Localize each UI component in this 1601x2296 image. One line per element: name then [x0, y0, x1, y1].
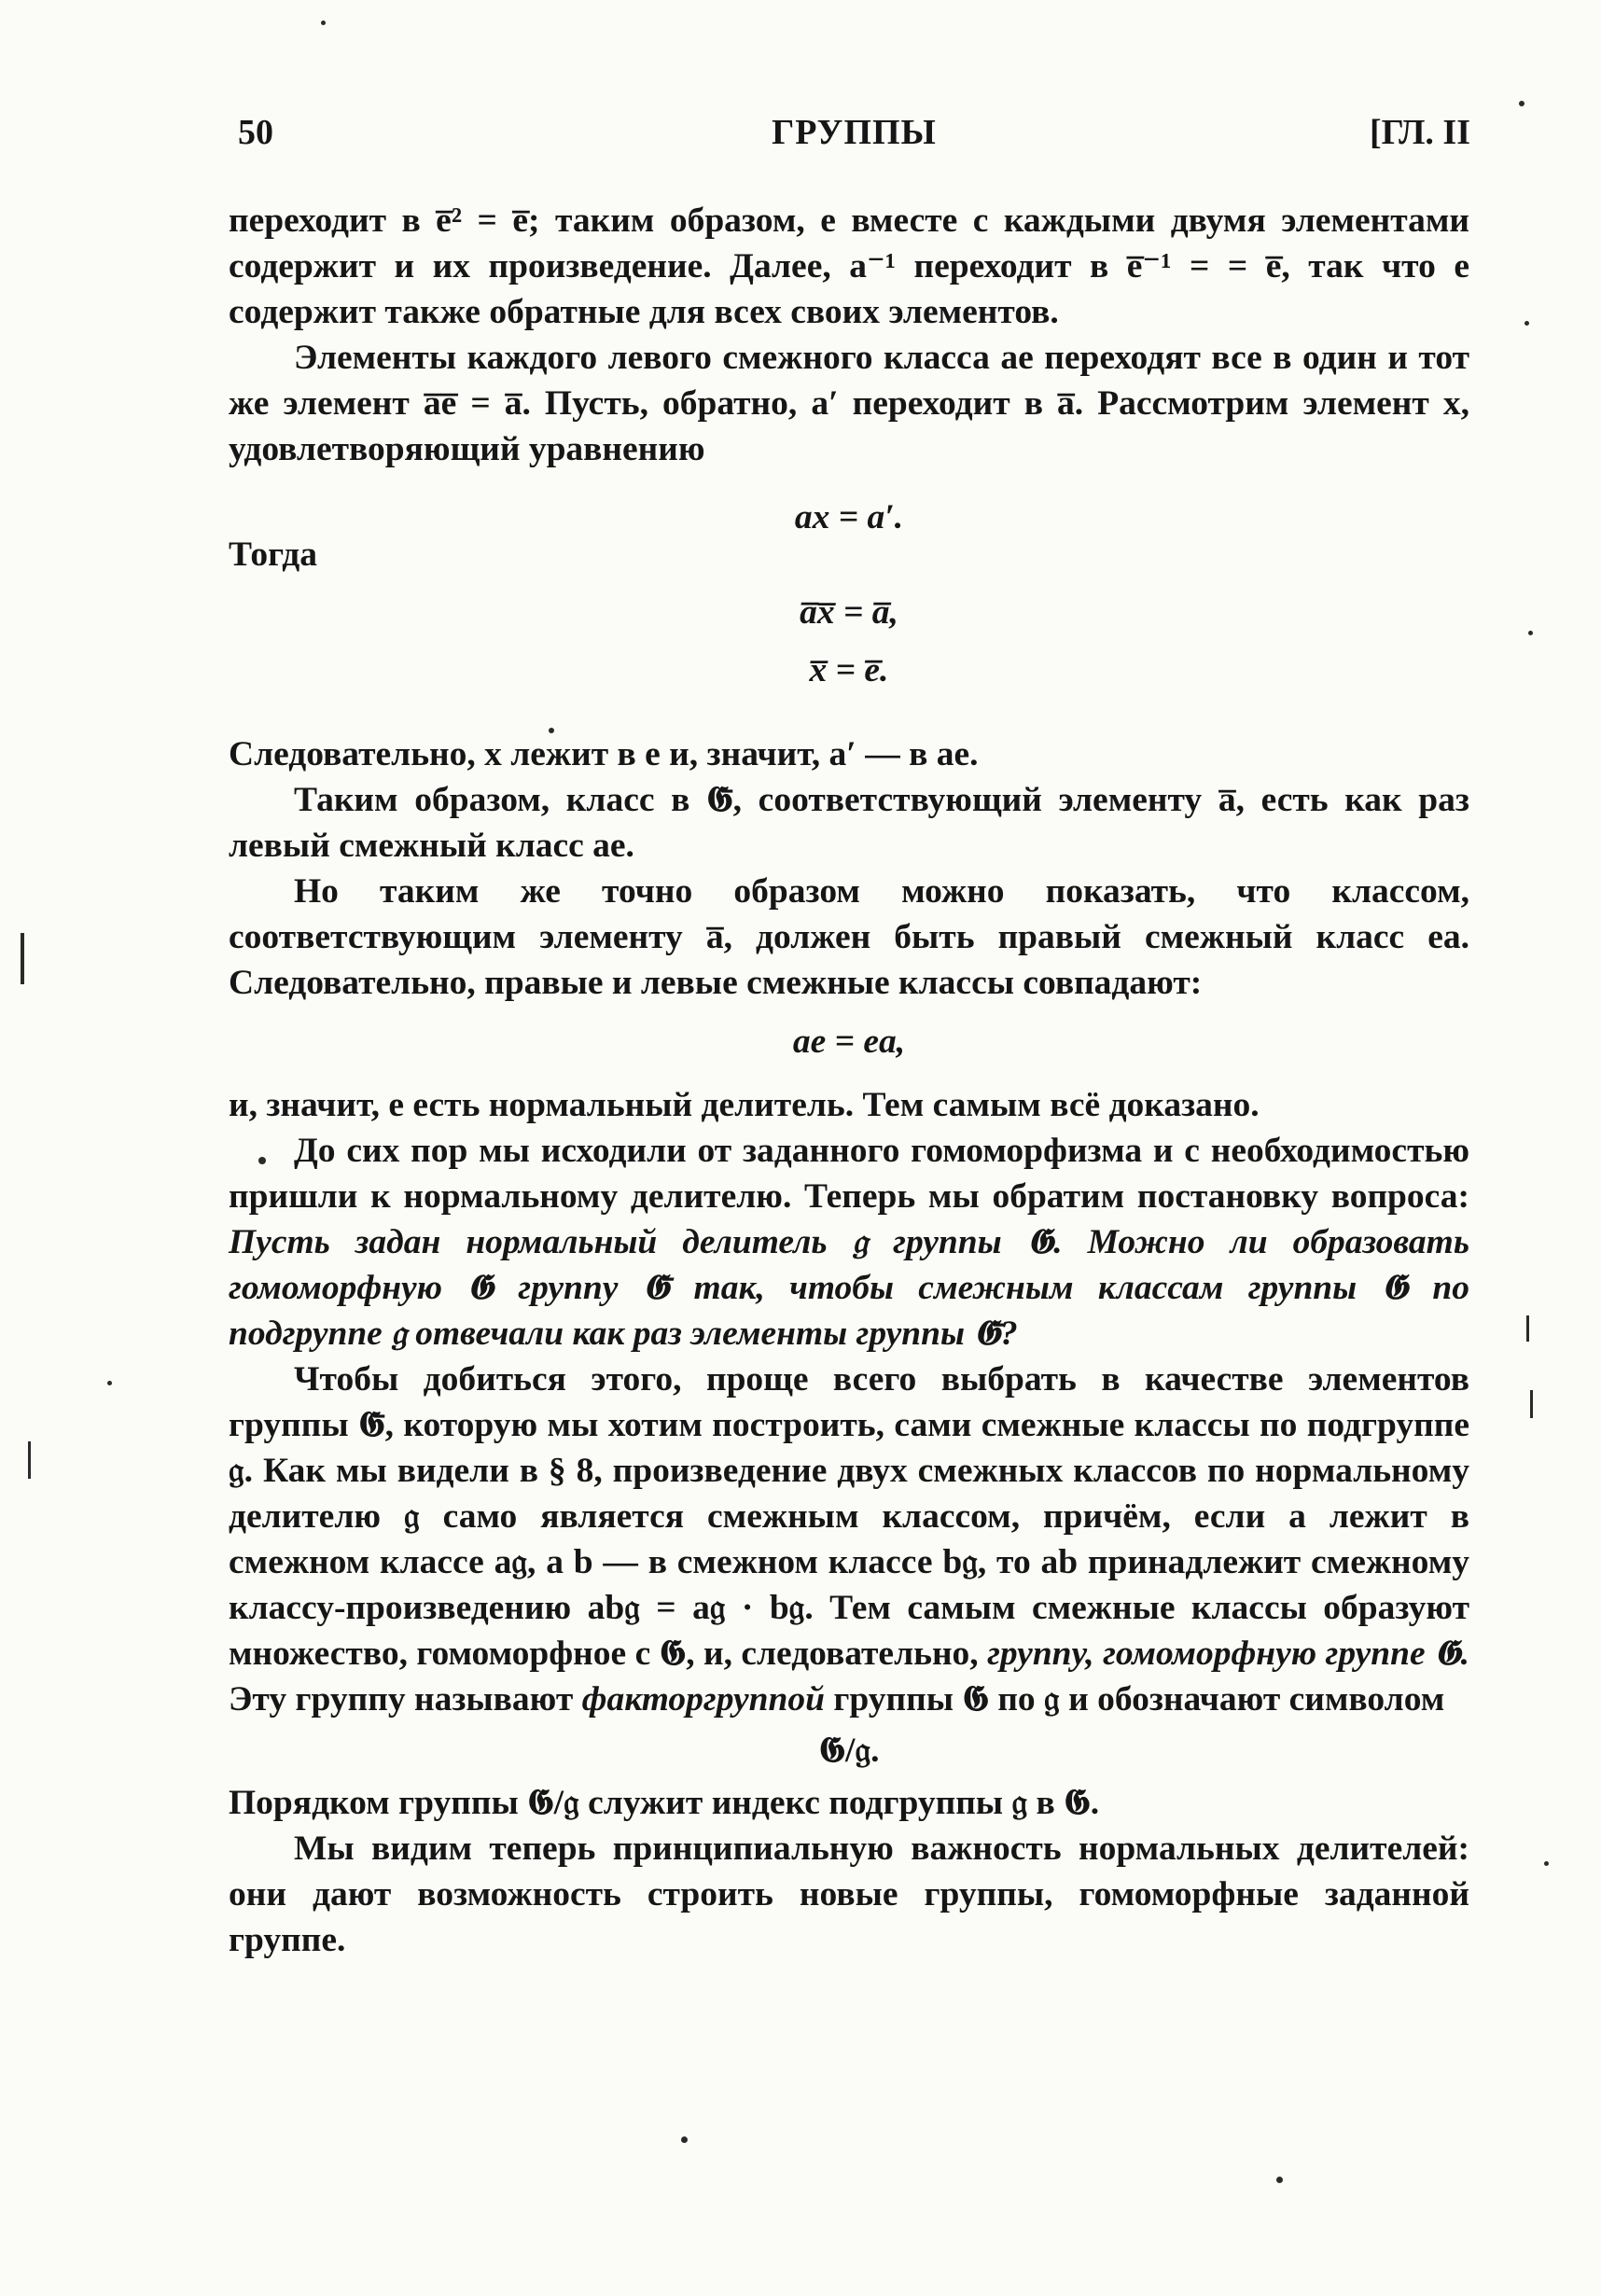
paragraph-3: Следовательно, x лежит в e и, значит, a′ — в ae. [229, 735, 979, 773]
scan-speck [1528, 631, 1533, 635]
body-text [229, 198, 1469, 1963]
margin-mark [1526, 1315, 1529, 1342]
scan-speck [321, 21, 326, 25]
scan-speck [549, 728, 554, 733]
paragraph-8-part-b: Эту группу называют [229, 1680, 574, 1719]
page-number: 50 [238, 113, 273, 152]
equation-5: 𝕲/𝔤. [818, 1732, 880, 1770]
equation-3-row [229, 647, 1469, 694]
scan-speck [1524, 321, 1529, 326]
scan-speck [258, 1157, 266, 1164]
page-header [238, 112, 1470, 168]
paragraph-4: Таким образом, класс в 𝕲̄, соответствующий элементу a̅, есть как раз левый смежный класс ae. [229, 781, 1469, 865]
paragraph-5: Но таким же точно образом можно показать, что классом, соответствующим элементу a̅, должен быть правый смежный класс ea. Следовательно, правые и левые смежные классы совпадают: [229, 872, 1469, 1002]
paragraph-7-regular: До сих пор мы исходили от заданного гомоморфизма и с необходимостью пришли к нормальному делителю. Теперь мы обратим постановку вопроса: [229, 1132, 1469, 1216]
paragraph-8-italic-1: группу, гомоморфную группе 𝕲. [987, 1635, 1469, 1673]
scan-speck [1519, 101, 1524, 106]
scan-speck [1544, 1861, 1549, 1866]
paragraph-7-italic: Пусть задан нормальный делитель 𝔤 группы 𝕲. Можно ли образовать гомоморфную 𝕲 группу 𝕲̄ так, чтобы смежным классам группы 𝕲 по подгруппе 𝔤 отвечали как раз элементы группы 𝕲̄? [229, 1223, 1469, 1353]
paragraph-8-part-a: Чтобы добиться этого, проще всего выбрать в качестве элементов группы 𝕲̄, которую мы хотим построить, сами смежные классы по подгруппе 𝔤. Как мы видели в § 8, произведение двух смежных классов по нормальному делителю 𝔤 само является смежным классом, причём, если a лежит в смежном классе a𝔤, а b — в смежном классе b𝔤, то ab принадлежит смежному классу-произведению ab𝔤 = a𝔤 · b𝔤. Тем самым смежные классы образуют множество, гомоморфное с 𝕲, и, следовательно, [229, 1360, 1469, 1673]
paragraph-2: Элементы каждого левого смежного класса ae переходят все в один и тот же элемент a̅e̅ = a̅. Пусть, обратно, a′ переходит в a̅. Рассмотрим элемент x, удовлетворяющий уравнению [229, 339, 1469, 468]
equation-3: x̅ = e̅. [809, 651, 889, 689]
equation-4-row [229, 1019, 1469, 1065]
margin-mark [28, 1441, 31, 1479]
equation-2: a̅x̅ = a̅, [800, 593, 898, 632]
equation-1: ax = a′. [794, 498, 904, 536]
running-title: ГРУППЫ [772, 113, 937, 152]
chapter-label: [ГЛ. II [1370, 113, 1470, 152]
equation-4: ae = ea, [792, 1023, 906, 1061]
paragraph-8-italic-2: факторгруппой [581, 1680, 825, 1719]
paragraph-8 [229, 1357, 1469, 1722]
scan-speck [681, 2136, 688, 2143]
scan-speck [1276, 2177, 1283, 2183]
equation-5-row [229, 1728, 1469, 1774]
paragraph-9: Порядком группы 𝕲/𝔤 служит индекс подгруппы 𝔤 в 𝕲. [229, 1784, 1100, 1822]
equation-2-row [229, 590, 1469, 636]
margin-mark [1530, 1390, 1533, 1418]
margin-mark [21, 933, 24, 984]
paragraph-8-part-c: группы 𝕲 по 𝔤 и обозначают символом [833, 1680, 1445, 1719]
then-row [229, 532, 1469, 578]
paragraph-10: Мы видим теперь принципиальную важность нормальных делителей: они дают возможность строить новые группы, гомоморфные заданной группе. [229, 1830, 1469, 1959]
paragraph-6: и, значит, e есть нормальный делитель. Тем самым всё доказано. [229, 1086, 1260, 1124]
then-label: Тогда [229, 536, 317, 574]
scan-speck [107, 1381, 112, 1385]
paragraph-7 [229, 1128, 1469, 1357]
paragraph-1: переходит в e̅² = e̅; таким образом, e вместе с каждыми двумя элементами содержит и их произведение. Далее, a⁻¹ переходит в e̅⁻¹ = = e̅, так что e содержит также обратные для всех своих элементов. [229, 202, 1469, 331]
